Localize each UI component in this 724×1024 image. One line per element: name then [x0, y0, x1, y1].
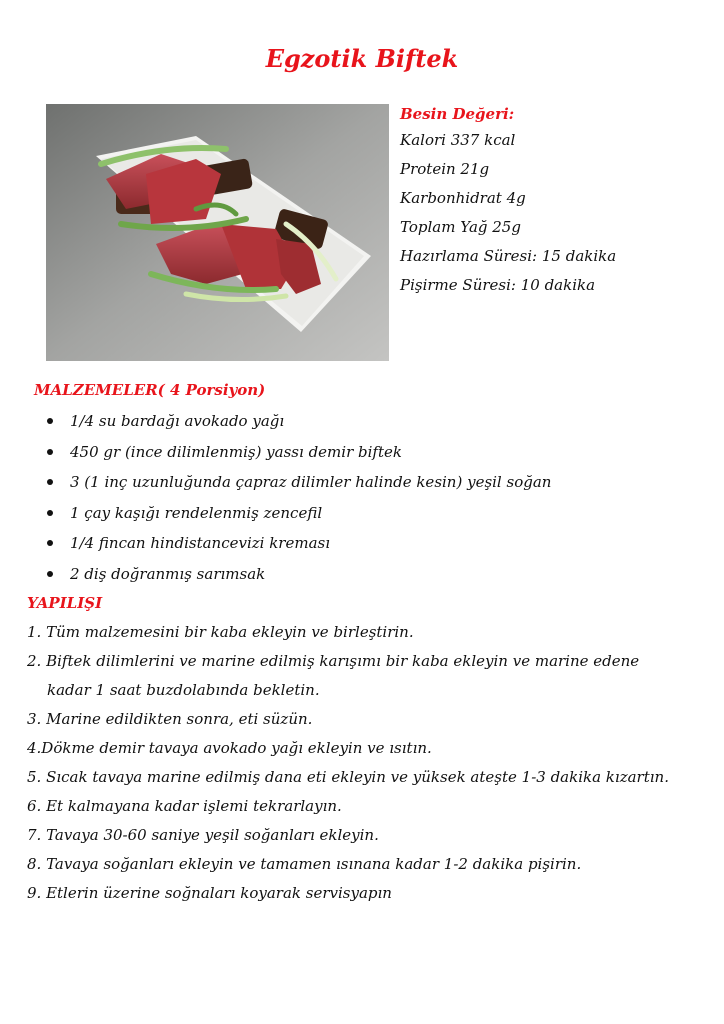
- ingredient-item: [40, 437, 551, 468]
- ingredient-text: 3 (1 inç uzunluğunda çapraz dilimler halinde kesin) yeşil soğan: [70, 473, 552, 491]
- ingredient-text: 450 gr (ince dilimlenmiş) yassı demir biftek: [70, 442, 402, 461]
- method-steps: [27, 618, 717, 908]
- ingredient-text: 1 çay kaşığı rendelenmiş zencefil: [70, 503, 323, 522]
- nutrition-row: Toplam Yağ 25g: [400, 218, 521, 236]
- bullet-icon: [47, 418, 53, 424]
- steak-photo: [46, 104, 389, 361]
- nutrition-row: Kalori 337 kcal: [400, 131, 516, 149]
- method-step: 4.Dökme demir tavaya avokado yağı ekleyin ve ısıtın.: [27, 739, 432, 757]
- nutrition-heading: Besin Değeri:: [400, 105, 515, 123]
- method-step: 9. Etlerin üzerine soğnaları koyarak servisyapın: [27, 884, 392, 902]
- bullet-icon: [47, 479, 53, 485]
- recipe-title: Egzotik Biftek: [265, 44, 459, 73]
- method-step: 2. Biftek dilimlerini ve marine edilmiş karışımı bir kaba ekleyin ve marine edene: [27, 652, 640, 670]
- nutrition-row: Karbonhidrat 4g: [400, 189, 526, 207]
- nutrition-panel: [400, 102, 710, 300]
- ingredient-text: 2 diş doğranmış sarımsak: [70, 564, 266, 583]
- ingredient-item: [40, 559, 551, 590]
- method-step: 1. Tüm malzemesini bir kaba ekleyin ve birleştirin.: [27, 623, 414, 641]
- bullet-icon: [47, 449, 53, 455]
- method-step: 7. Tavaya 30-60 saniye yeşil soğanları ekleyin.: [27, 826, 379, 844]
- ingredient-item: [40, 406, 551, 437]
- ingredient-item: [40, 528, 551, 559]
- bullet-icon: [47, 571, 53, 577]
- method-step: 3. Marine edildikten sonra, eti süzün.: [27, 710, 313, 728]
- ingredient-text: 1/4 su bardağı avokado yağı: [70, 412, 285, 430]
- nutrition-row: Hazırlama Süresi: 15 dakika: [400, 247, 617, 265]
- ingredient-item: [40, 498, 551, 529]
- nutrition-row: Protein 21g: [400, 160, 490, 178]
- ingredients-list: [40, 406, 551, 589]
- bullet-icon: [47, 510, 53, 516]
- bullet-icon: [47, 540, 53, 546]
- method-step-continuation: kadar 1 saat buzdolabında bekletin.: [47, 681, 320, 699]
- method-heading: YAPILIŞI: [27, 594, 103, 612]
- ingredient-text: 1/4 fincan hindistancevizi kreması: [70, 534, 331, 552]
- ingredients-heading: MALZEMELER( 4 Porsiyon): [34, 381, 266, 399]
- method-step: 5. Sıcak tavaya marine edilmiş dana eti ekleyin ve yüksek ateşte 1-3 dakika kızartın.: [27, 768, 669, 786]
- nutrition-row: Pişirme Süresi: 10 dakika: [400, 276, 596, 294]
- method-step: 6. Et kalmayana kadar işlemi tekrarlayın.: [27, 797, 342, 815]
- ingredient-item: [40, 467, 551, 498]
- method-step: 8. Tavaya soğanları ekleyin ve tamamen ısınana kadar 1-2 dakika pişirin.: [27, 855, 582, 873]
